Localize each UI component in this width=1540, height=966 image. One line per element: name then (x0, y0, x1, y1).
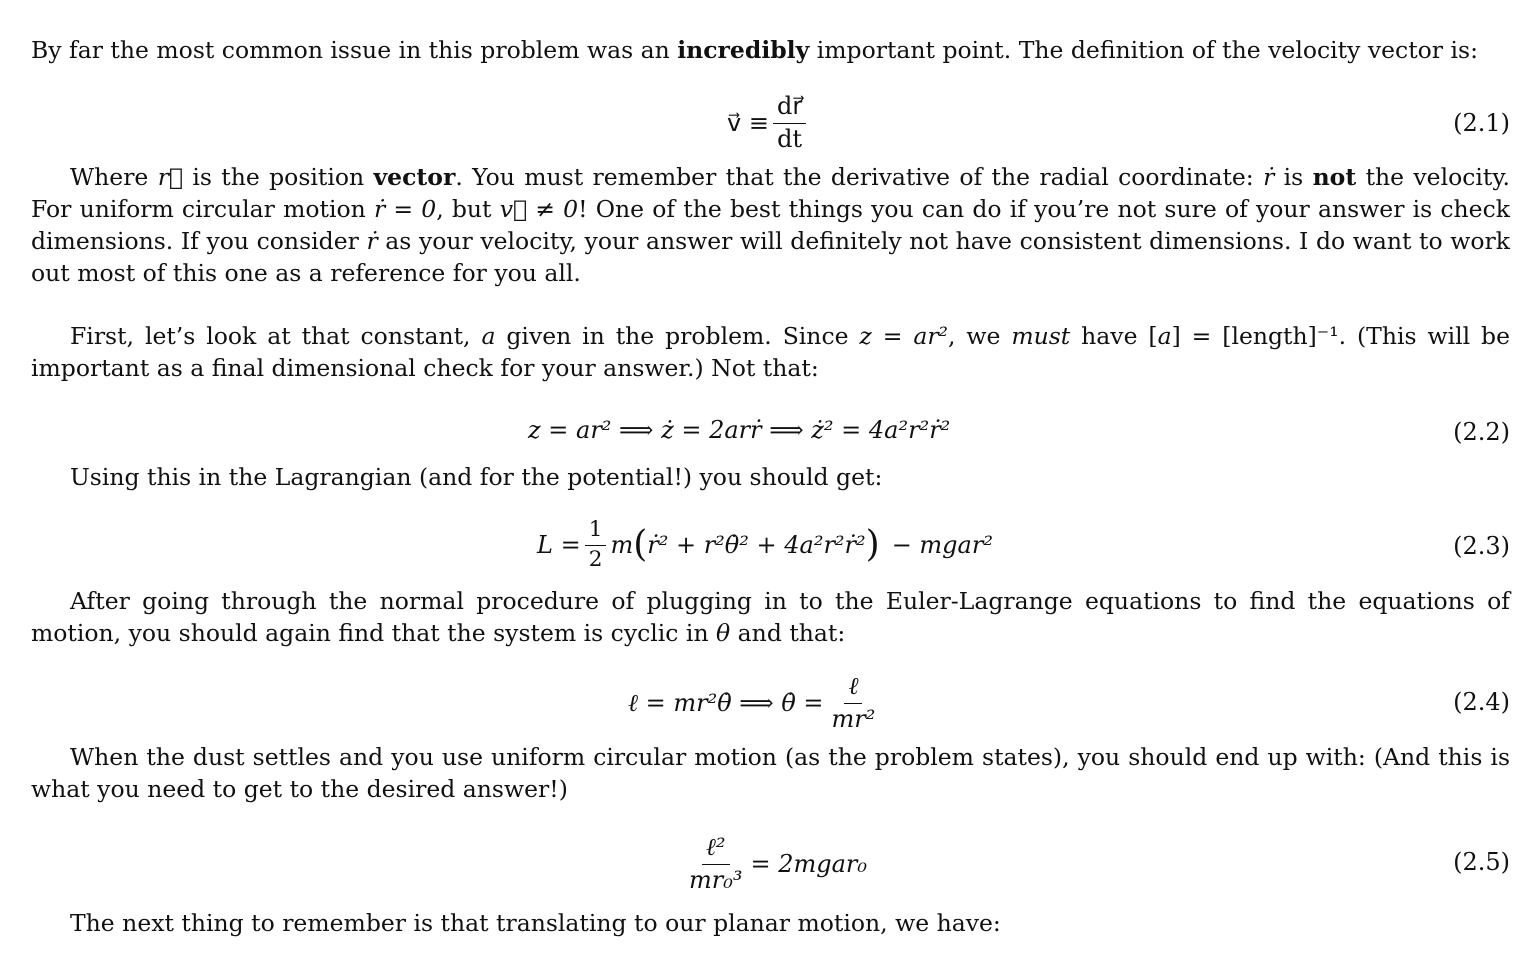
text: ! One of the best things you can do if you’re not sure of your answer is check dimensions. If you consider (31, 195, 1510, 255)
fraction-denominator: mr₀³ (689, 865, 743, 894)
text: ] = [length]⁻¹. (This will be important as a final dimensional check for your answer.) Not that: (31, 322, 1510, 382)
text: have [ (1070, 322, 1158, 350)
paragraph-lagrangian (31, 461, 1510, 493)
emphasis-incredibly: incredibly (677, 36, 810, 64)
fraction-denominator: 2 (588, 546, 603, 572)
text: and that: (730, 619, 846, 647)
math-inline: v⃗ ≠ 0 (499, 195, 579, 223)
equation-2-2 (31, 412, 1510, 452)
equation-number: (2.2) (1453, 418, 1510, 446)
text: . You must remember that the derivative of the radial coordinate: (455, 163, 1264, 191)
equation-2-1 (31, 92, 1510, 154)
equation-number: (2.3) (1453, 532, 1510, 560)
equation-lhs: L = (537, 531, 581, 559)
math-inline: a (1157, 322, 1172, 350)
text: important point. The definition of the velocity vector is: (809, 36, 1478, 64)
emphasis-not: not (1312, 163, 1357, 191)
fraction-numerator: ℓ² (702, 835, 730, 864)
text: is the position (183, 163, 374, 191)
text: The next thing to remember is that translating to our planar motion, we have: (70, 909, 1001, 937)
fraction (828, 674, 880, 731)
text: Using this in the Lagrangian (and for the potential!) you should get: (70, 463, 883, 491)
text: Where (70, 163, 158, 191)
fraction (685, 835, 746, 892)
paragraph-planar-motion (31, 907, 1510, 939)
text: is (1274, 163, 1313, 191)
text: First, let’s look at that constant, (70, 322, 482, 350)
text: given in the problem. Since (495, 322, 860, 350)
emphasis-vector: vector (373, 163, 456, 191)
text: By far the most common issue in this problem was an (31, 36, 678, 64)
potential-term: − mgar² (891, 531, 993, 559)
text: the velocity. For uniform circular motion (31, 163, 1510, 223)
math-inline: θ (716, 619, 731, 647)
equation-lhs: v⃗ ≡ (727, 109, 769, 137)
fraction (773, 94, 806, 151)
equation-lhs: ℓ = mr²θ̇ ⟹ θ̇ = (628, 688, 824, 717)
emphasis-must: must (1011, 322, 1071, 350)
equation-number: (2.5) (1453, 848, 1510, 876)
math-inline: ṙ (366, 227, 378, 255)
text: After going through the normal procedure of plugging in to the Euler-Lagrange equations to find the equations of motion, you should again find that the system is cyclic in (31, 587, 1510, 647)
text: , but (436, 195, 500, 223)
equation-body: z = ar² ⟹ ż = 2arṙ ⟹ ż² = 4a²r²ṙ² (528, 416, 951, 444)
fraction-numerator: ℓ (844, 674, 862, 703)
paragraph-euler-lagrange (31, 585, 1510, 649)
math-inline: ṙ = 0 (373, 195, 437, 223)
paragraph-dust-settles (31, 741, 1510, 805)
text: as your velocity, your answer will definitely not have consistent dimensions. I do want to work out most of this one as a reference for you all. (31, 227, 1510, 287)
fraction-one-half (585, 516, 607, 572)
equation-number: (2.4) (1453, 688, 1510, 716)
fraction-numerator: 1 (585, 519, 607, 546)
equation-rhs: = 2mgar₀ (750, 850, 868, 878)
text: , we (947, 322, 1012, 350)
equation-number: (2.1) (1453, 109, 1510, 137)
text: When the dust settles and you use uniform circular motion (as the problem states), you should end up with: (And this is what you need to get to the desired answer!) (31, 743, 1510, 803)
math-inline: ṙ (1263, 163, 1275, 191)
equation-2-4 (31, 670, 1510, 736)
equation-2-5 (31, 828, 1510, 900)
paragraph-intro (31, 34, 1510, 66)
math-inline: z = ar² (859, 322, 948, 350)
paragraph-constant-a (31, 320, 1510, 384)
fraction-denominator: mr² (831, 704, 876, 733)
fraction-numerator: dr⃗ (773, 94, 806, 123)
mass-symbol: m (610, 531, 634, 559)
kinetic-terms: ṙ² + r²θ̇² + 4a²r²ṙ² (647, 531, 866, 559)
math-inline: a (481, 322, 496, 350)
fraction-denominator: dt (777, 124, 803, 153)
paragraph-position-vector (31, 161, 1510, 289)
equation-2-3: L = $\frac{1}{2}$ m ( ṙ² + r²θ̇² + 4a²r²ṙ² ) − mgar² (2.3) (537, 516, 1510, 572)
math-inline: r⃗ (157, 163, 184, 191)
